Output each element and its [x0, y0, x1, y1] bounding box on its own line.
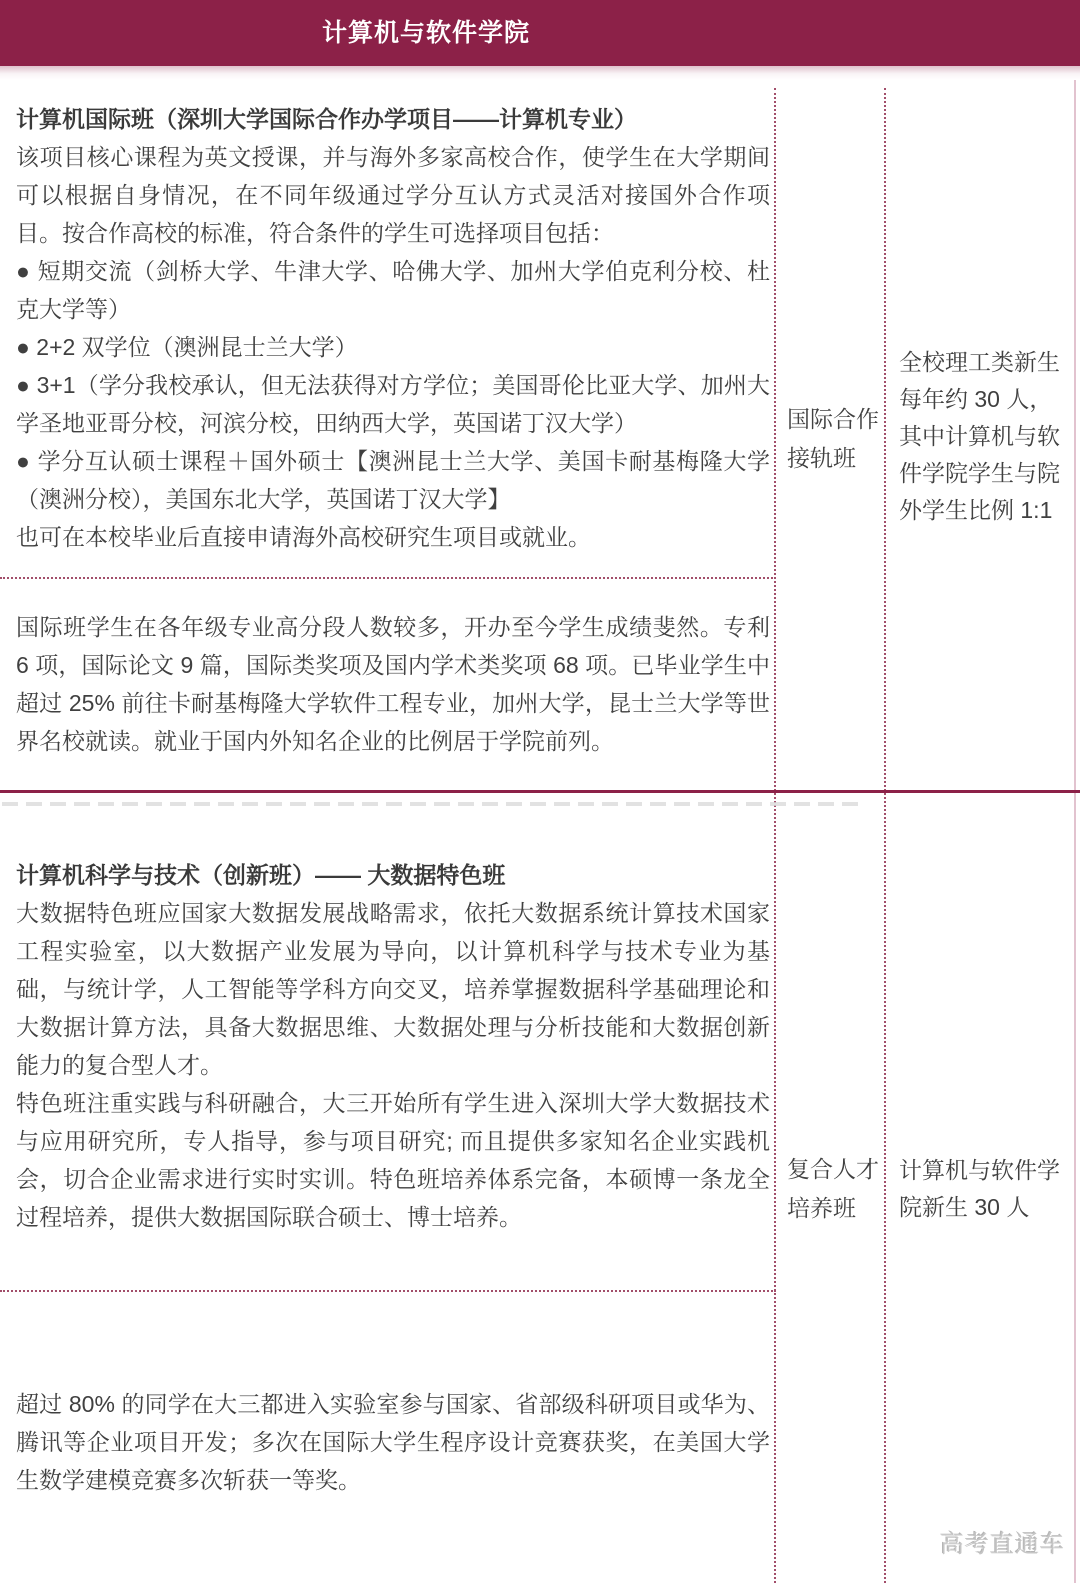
intl-class-achievements-cell	[16, 608, 770, 760]
class-type-intl-cooperation: 国际合作接轨班	[787, 406, 879, 471]
college-title: 计算机与软件学院	[322, 19, 531, 47]
intl-class-bullet-masters: ● 学分互认硕士课程＋国外硕士【澳洲昆士兰大学、美国卡耐基梅隆大学（澳洲分校），美国东北大学，英国诺丁汉大学】	[16, 448, 770, 512]
bigdata-class-description-cell	[16, 856, 770, 1236]
row-divider-dotted-2	[0, 1290, 776, 1292]
intl-class-bullet-3plus1: ● 3+1（学分我校承认，但无法获得对方学位；美国哥伦比亚大学、加州大学圣地亚哥分校，河滨分校，田纳西大学，英国诺丁汉大学）	[16, 372, 770, 436]
bigdata-class-achievements-cell	[16, 1385, 770, 1499]
enrollment-bigdata-class: 计算机与软件学院新生 30 人	[899, 1157, 1060, 1220]
enrollment-intl-class: 全校理工类新生每年约 30 人，其中计算机与软件学院学生与院外学生比例 1:1	[899, 349, 1060, 523]
header-bottom-shadow	[0, 66, 1080, 80]
bigdata-class-achievements-text: 超过 80% 的同学在大三都进入实验室参与国家、省部级科研项目或华为、腾讯等企业项目开发；多次在国际大学生程序设计竞赛获奖，在美国大学生数学建模竞赛多次斩获一等奖。	[16, 1391, 770, 1493]
bigdata-class-practice: 特色班注重实践与科研融合，大三开始所有学生进入深圳大学大数据技术与应用研究所，专人指导，参与项目研究; 而且提供多家知名企业实践机会，切合企业需求进行实时实训。特色班培养体系完备，本硕博一条龙全过程培养，提供大数据国际联合硕士、博士培养。	[16, 1090, 770, 1230]
intl-class-bullet-2plus2: ● 2+2 双学位（澳洲昆士兰大学）	[16, 334, 358, 360]
intl-class-title: 计算机国际班（深圳大学国际合作办学项目——计算机专业）	[16, 106, 637, 132]
page-header-bar	[0, 0, 1080, 66]
table-vertical-divider-2	[884, 88, 886, 1583]
table-vertical-divider-1	[774, 88, 776, 1583]
intl-class-outro: 也可在本校毕业后直接申请海外高校研究生项目或就业。	[16, 524, 591, 550]
bigdata-class-intro: 大数据特色班应国家大数据发展战略需求，依托大数据系统计算技术国家工程实验室，以大数据产业发展为导向，以计算机科学与技术专业为基础，与统计学，人工智能等学科方向交叉，培养掌握数据科学基础理论和大数据计算方法，具备大数据思维、大数据处理与分析技能和大数据创新能力的复合型人才。	[16, 900, 770, 1078]
page-right-border	[1074, 80, 1076, 1583]
row-divider-dotted-1	[0, 577, 776, 579]
class-type-composite-talent: 复合人才培养班	[787, 1156, 879, 1221]
group-divider-solid-line	[0, 790, 1080, 793]
intl-class-description-cell	[16, 100, 770, 556]
watermark: 高考直通车	[940, 1531, 1065, 1558]
intl-class-bullet-short-term-exchange: ● 短期交流（剑桥大学、牛津大学、哈佛大学、加州大学伯克利分校、杜克大学等）	[16, 258, 770, 322]
intl-class-intro: 该项目核心课程为英文授课，并与海外多家高校合作，使学生在大学期间可以根据自身情况，在不同年级通过学分互认方式灵活对接国外合作项目。按合作高校的标准，符合条件的学生可选择项目包括：	[16, 144, 770, 246]
intl-class-achievements-text: 国际班学生在各年级专业高分段人数较多，开办至今学生成绩斐然。专利 6 项，国际论文 9 篇，国际类奖项及国内学术类奖项 68 项。已毕业学生中超过 25% 前往卡耐基梅隆大学软件工程专业，加州大学，昆士兰大学等世界名校就读。就业于国内外知名企业的比例居于学院前列。	[16, 614, 770, 754]
scan-artifact-line	[2, 802, 866, 806]
bigdata-class-title: 计算机科学与技术（创新班）—— 大数据特色班	[16, 862, 506, 888]
